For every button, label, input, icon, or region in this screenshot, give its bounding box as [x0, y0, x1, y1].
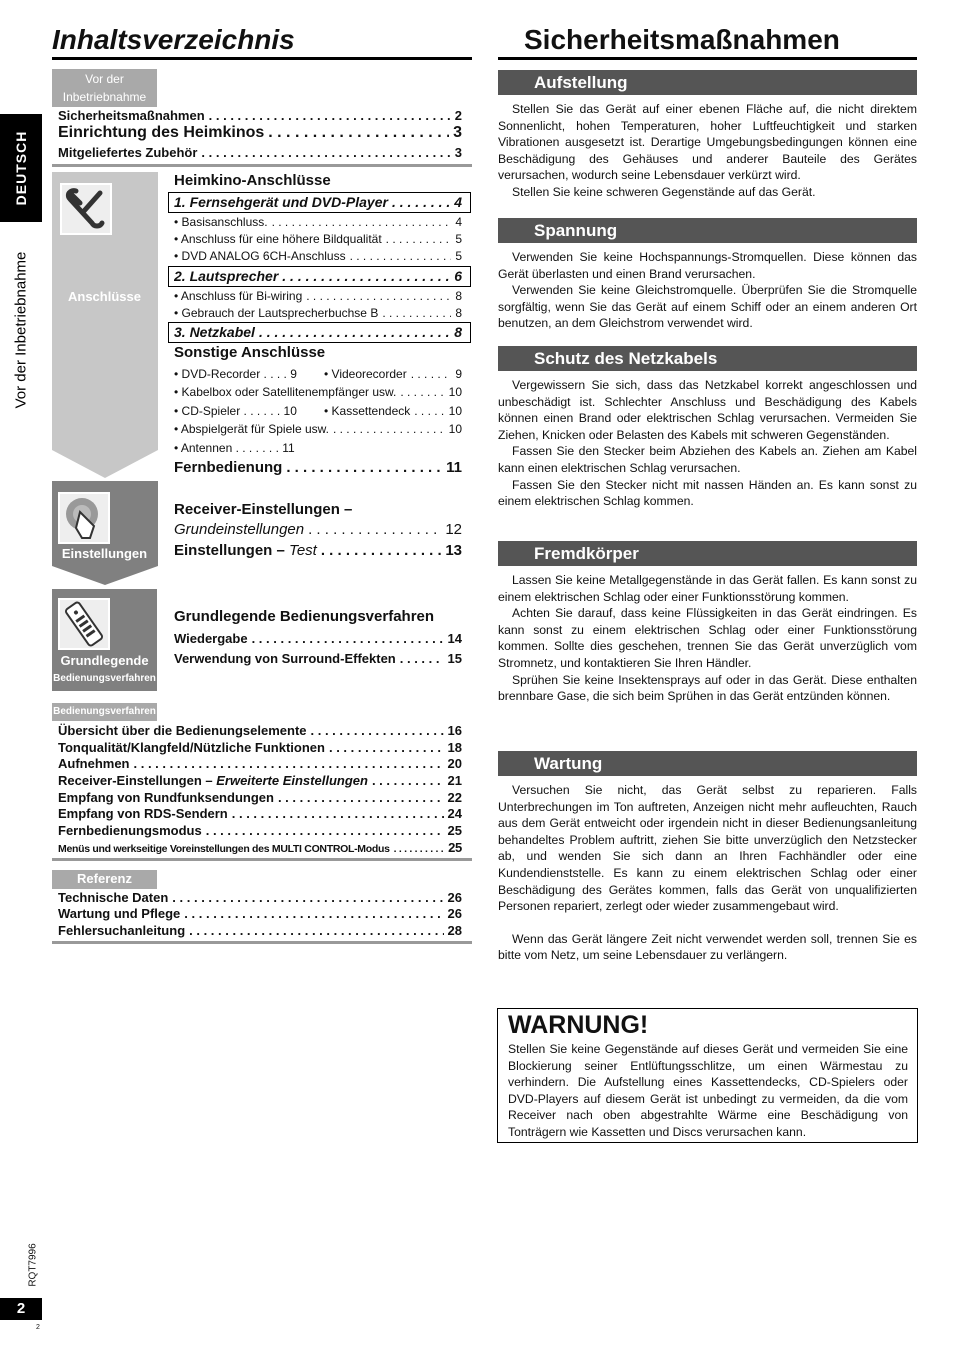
toc-item[interactable]: Grundeinstellungen . . . 12	[174, 521, 462, 538]
toc-item[interactable]: Wartung und Pflege . . . 26	[58, 906, 462, 921]
toc-item[interactable]: • DVD ANALOG 6CH-Anschluss . . . 5	[174, 249, 462, 263]
toc-item[interactable]: Tonqualität/Klangfeld/Nützliche Funktionen . . . 18	[58, 740, 462, 755]
toc-item[interactable]: • Anschluss für Bi-wiring . . . 8	[174, 289, 462, 303]
page-number: 2	[0, 1298, 42, 1320]
toc-item[interactable]: • CD-Spieler . . . . . . 10	[174, 404, 297, 418]
section-head-wartung: Wartung	[498, 751, 917, 776]
toc-item[interactable]: • Antennen . . . . . . . 11	[174, 441, 295, 455]
warning-box	[497, 1008, 918, 1143]
safety-title-rule	[498, 57, 917, 60]
toc-item[interactable]: • Videorecorder . . . 9	[324, 367, 462, 381]
grundlegende-sublabel: Bedienungsverfahren	[53, 673, 156, 684]
toc-item[interactable]: • Kassettendeck . . . 10	[324, 404, 462, 418]
toc-title-rule	[52, 57, 472, 60]
page-number-small: 2	[36, 1324, 40, 1331]
spannung-text: Verwenden Sie keine Hochspannungs-Stromquellen. Diese können das Gerät überlasten und einen Brand verursachen. Verwenden Sie keine Gleichstromquelle. Überprüfen Sie die Stromquelle sorgfältig, wenn Sie das Gerät auf einem Schiff oder an einem anderen Ort benutzen, an dem Gleichstrom verwendet wird.	[498, 250, 917, 331]
toc-item[interactable]: Einstellungen – Test . . . 13	[174, 542, 462, 559]
grundlegende-title: Grundlegende Bedienungsverfahren	[174, 608, 435, 625]
toc-item[interactable]: 3. Netzkabel . . . 8	[174, 324, 462, 340]
sonstige-title: Sonstige Anschlüsse	[174, 344, 326, 361]
toc-item[interactable]: Receiver-Einstellungen – Erweiterte Einstellungen . . . 21	[58, 773, 462, 788]
fremdkoerper-text: Lassen Sie keine Metallgegenstände in das Gerät fallen. Es kann sonst zu einem elektrischen Schlag oder einer Funktionsstörung kommen. Achten Sie darauf, dass keine Flüssigkeiten in das Gerät eindringen. Es kann sonst zu einem elektrischen Schlag oder einer Funktionsstörung kommen. Sollte dies geschehen, trennen Sie das Gerät unverzüglich vom Stromnetz, und kontaktieren Sie Ihren Händler. Sprühen Sie keine Insektensprays auf oder in das Gerät. Diese enthalten brennbare Gase, die sich beim Sprühen in das Gerät entzünden können.	[498, 573, 917, 704]
toc-item[interactable]: • Abspielgerät für Spiele usw. . . . 10	[174, 422, 462, 436]
toc-item[interactable]: Empfang von RDS-Sendern . . . 24	[58, 806, 462, 821]
toc-title: Inhaltsverzeichnis	[52, 24, 295, 55]
toc-item[interactable]: • Gebrauch der Lautsprecherbuchse B . . . 8	[174, 306, 462, 320]
toc-item[interactable]: 2. Lautsprecher . . . 6	[174, 268, 462, 284]
divider	[52, 164, 472, 167]
toc-item[interactable]: Mitgeliefertes Zubehör . . . 3	[58, 145, 462, 160]
language-tab: DEUTSCH	[0, 114, 42, 222]
referenz-label: Referenz	[52, 870, 157, 889]
wartung-text: Versuchen Sie nicht, das Gerät selbst zu reparieren. Falls Unterbrechungen im Ton auftreten, Anzeigen nicht mehr aufleuchten, Rauch aus dem Gerät entweicht oder irgendein nicht in dieser Bedienungsanleitung behandeltes Problem auftritt, ziehen Sie bitte unverzüglich den Netzstecker ab, und wenden Sie sich dann an Ihren Fachhändler oder eine Kundendienststelle. Es kann zu einem elektrischen Schlag oder einer Beschädigung des Gerätes kommen, falls das Gerät von unqualifizierten Personen repariert, zerlegt oder wieder zusammengebaut wird. Wenn das Gerät längere Zeit nicht verwendet werden soll, trennen Sie es bitte vom Netz, um seine Lebensdauer zu verlängern.	[498, 783, 917, 963]
toc-item[interactable]: Einrichtung des Heimkinos . . . 3	[58, 124, 462, 142]
doc-code: RQT7996	[27, 1243, 39, 1287]
toc-item[interactable]: Menüs und werkseitige Voreinstellungen des MULTI CONTROL-Modus . . . 25	[58, 840, 462, 855]
toc-item[interactable]: • Anschluss für eine höhere Bildqualität . . . 5	[174, 232, 462, 246]
hand-pointing-icon	[58, 492, 110, 544]
toc-item[interactable]: Verwendung von Surround-Effekten . . . 15	[174, 651, 462, 666]
section-head-aufstellung: Aufstellung	[498, 70, 917, 95]
vor-label: Vor der Inbetriebnahme	[52, 69, 157, 107]
toc-item[interactable]: Wiedergabe . . . 14	[174, 631, 462, 646]
toc-item[interactable]: Fernbedienungsmodus . . . 25	[58, 823, 462, 838]
toc-item[interactable]: 1. Fernsehgerät und DVD-Player . . . 4	[174, 194, 462, 210]
safety-title: Sicherheitsmaßnahmen	[524, 24, 840, 55]
section-head-spannung: Spannung	[498, 218, 917, 243]
anschluesse-label: Anschlüsse	[68, 289, 141, 304]
grundlegende-label: Grundlegende	[60, 653, 149, 668]
toc-item[interactable]: • DVD-Recorder . . . . 9	[174, 367, 297, 381]
toc-item[interactable]: Übersicht über die Bedienungselemente . . . 16	[58, 723, 462, 738]
warning-title: WARNUNG!	[508, 1011, 649, 1039]
toc-item[interactable]: Fernbedienung . . . 11	[174, 459, 462, 476]
wrench-icon	[60, 183, 112, 235]
receiver-title: Receiver-Einstellungen –	[174, 501, 353, 518]
einstellungen-label: Einstellungen	[61, 546, 148, 561]
toc-item[interactable]: • Basisanschluss. . . . 4	[174, 215, 462, 229]
toc-item[interactable]: Aufnehmen . . . 20	[58, 756, 462, 771]
remote-control-icon	[58, 598, 110, 650]
divider	[52, 941, 472, 944]
warning-text: Stellen Sie keine Gegenstände auf dieses Gerät und vermeiden Sie eine Blockierung seiner Entlüftungsschlitze, um einen Wärmestau zu verhindern. Die Aufstellung eines Kassettendecks, CD-Spielers oder DVD-Players auf diesem Gerät ist unbedingt zu vermeiden, da die vom Receiver nach oben abgestrahlte Wärme eine Beschädigung von Tonträgern wie Kassetten und Discs verursachen kann.	[508, 1042, 908, 1139]
bedienung-label: Bedienungsverfahren	[52, 703, 157, 721]
divider	[52, 858, 472, 861]
section-head-netzkabel: Schutz des Netzkabels	[498, 346, 917, 371]
toc-item[interactable]: • Kabelbox oder Satellitenempfänger usw. . . . 10	[174, 385, 462, 399]
section-side-label: Vor der Inbetriebnahme	[12, 251, 30, 409]
toc-item[interactable]: Empfang von Rundfunksendungen . . . 22	[58, 790, 462, 805]
toc-item[interactable]: Fehlersuchanleitung . . . 28	[58, 923, 462, 938]
section-head-fremdkoerper: Fremdkörper	[498, 541, 917, 566]
toc-item[interactable]: Sicherheitsmaßnahmen . . . 2	[58, 108, 462, 123]
netzkabel-text: Vergewissern Sie sich, dass das Netzkabel korrekt angeschlossen und unbeschädigt ist. Schlechter Anschluss und Beschädigung des Kabels können einen Brand oder elektrischen Schlag verursachen. Vermeiden Sie Ziehen, Knicken oder Belasten des Kabels mit schweren Gegenständen. Fassen Sie den Stecker beim Abziehen des Kabels an. Ziehen am Kabel kann einen elektrischen Schlag verursachen. Fassen Sie den Stecker nicht mit nassen Händen an. Es kann sonst zu einem elektrischen Schlag kommen.	[498, 378, 917, 509]
heimkino-title: Heimkino-Anschlüsse	[174, 172, 331, 189]
toc-item[interactable]: Technische Daten . . . 26	[58, 890, 462, 905]
aufstellung-text: Stellen Sie das Gerät auf einer ebenen Fläche auf, die nicht direktem Sonnenlicht, hohen Temperaturen, hoher Luftfeuchtigkeit und starken Vibrationen ausgesetzt ist. Derartige Umgebungsbedingungen können eine Beschädigung des Gehäuses und anderer Bauteile des Gerätes verursachen, wodurch seine Lebensdauer verkürzt wird. Stellen Sie keine schweren Gegenstände auf das Gerät.	[498, 102, 917, 199]
